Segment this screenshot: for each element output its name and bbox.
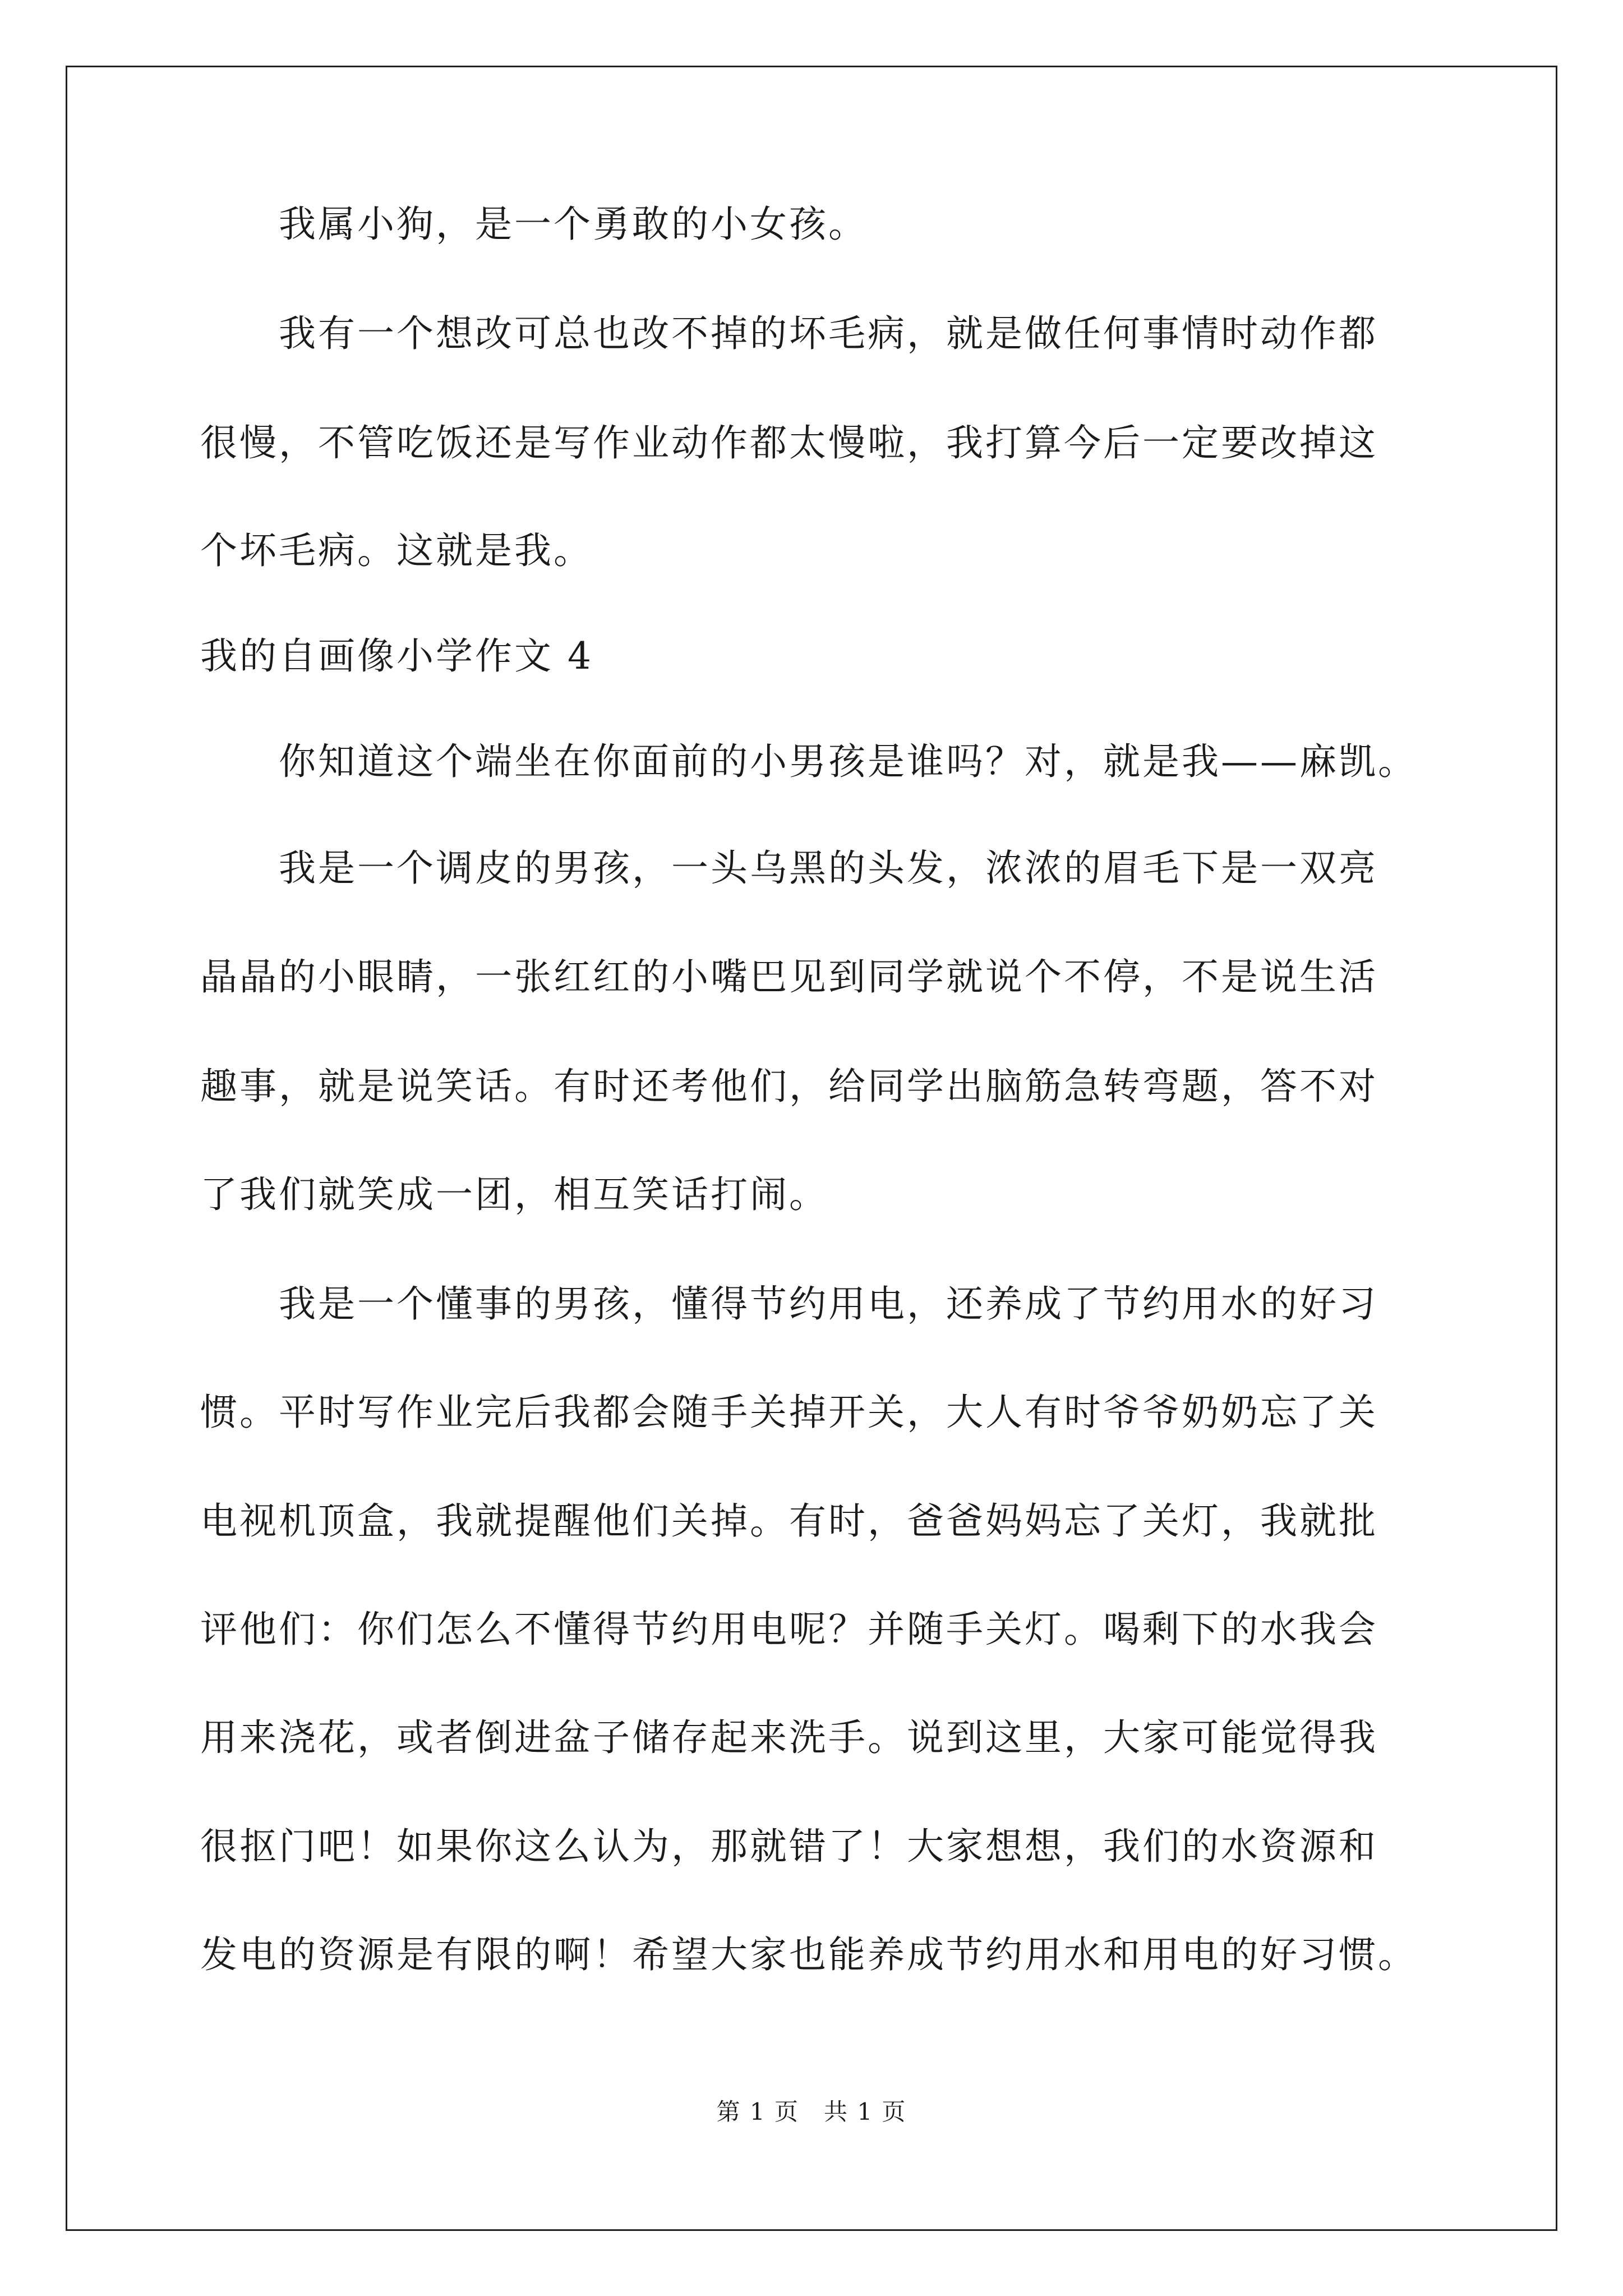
text-line: 很抠门吧！如果你这么认为，那就错了！大家想想，我们的水资源和 xyxy=(200,1825,1378,1868)
section-heading: 我的自画像小学作文 4 xyxy=(200,634,593,678)
text-line: 了我们就笑成一团，相互笑话打闹。 xyxy=(200,1173,828,1216)
text-line: 你知道这个端坐在你面前的小男孩是谁吗？对，就是我——麻凯。 xyxy=(200,740,1417,783)
text-line: 我属小狗，是一个勇敢的小女孩。 xyxy=(200,203,868,246)
text-line: 趣事，就是说笑话。有时还考他们，给同学出脑筋急转弯题，答不对 xyxy=(200,1065,1378,1108)
text-line: 晶晶的小眼睛，一张红红的小嘴巴见到同学就说个不停，不是说生活 xyxy=(200,955,1378,999)
text-line: 评他们：你们怎么不懂得节约用电呢？并随手关灯。喝剩下的水我会 xyxy=(200,1608,1378,1651)
text-line: 电视机顶盒，我就提醒他们关掉。有时，爸爸妈妈忘了关灯，我就批 xyxy=(200,1499,1378,1543)
text-line: 用来浇花，或者倒进盆子储存起来洗手。说到这里，大家可能觉得我 xyxy=(200,1716,1378,1759)
text-line: 很慢，不管吃饭还是写作业动作都太慢啦，我打算今后一定要改掉这 xyxy=(200,421,1378,464)
text-line: 惯。平时写作业完后我都会随手关掉开关，大人有时爷爷奶奶忘了关 xyxy=(200,1391,1378,1434)
text-line: 我是一个调皮的男孩，一头乌黑的头发，浓浓的眉毛下是一双亮 xyxy=(200,846,1378,890)
text-line: 我是一个懂事的男孩，懂得节约用电，还养成了节约用水的好习 xyxy=(200,1282,1378,1326)
text-line: 发电的资源是有限的啊！希望大家也能养成节约用水和用电的好习惯。 xyxy=(200,1933,1417,1976)
text-line: 个坏毛病。这就是我。 xyxy=(200,529,593,572)
page-border xyxy=(66,66,1557,2231)
text-line: 我有一个想改可总也改不掉的坏毛病，就是做任何事情时动作都 xyxy=(200,312,1378,355)
page-number-footer: 第 1 页 共 1 页 xyxy=(716,2098,907,2125)
